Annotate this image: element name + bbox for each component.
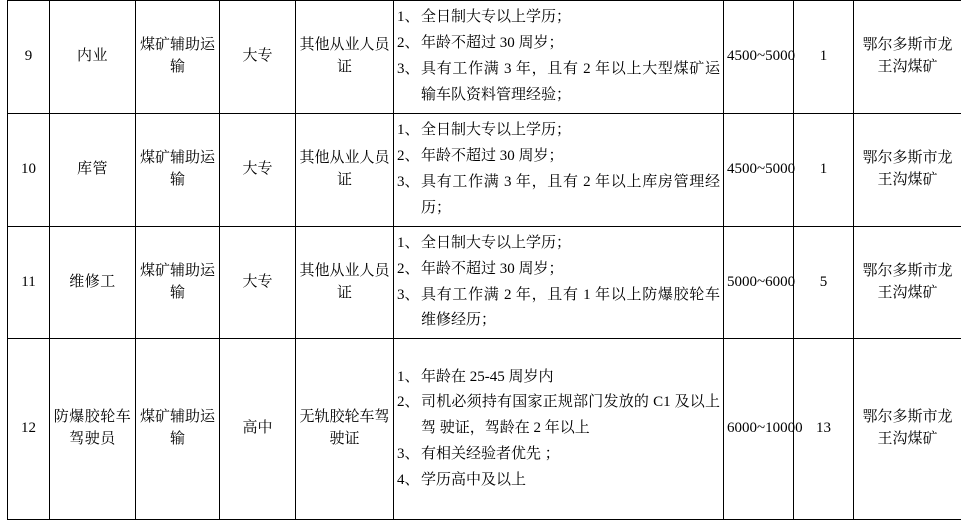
row-requirements [394, 227, 724, 339]
row-post: 库管 [50, 114, 136, 227]
row-certificate: 其他从业人员证 [296, 227, 394, 339]
requirement-list [397, 5, 720, 108]
row-major: 煤矿辅助运输 [136, 339, 220, 520]
requirement-marker: 2、 [397, 144, 421, 170]
row-requirements [394, 114, 724, 227]
row-workplace: 鄂尔多斯市龙王沟煤矿 [854, 339, 961, 520]
requirement-item [397, 231, 720, 257]
requirement-marker: 3、 [397, 283, 421, 335]
requirement-marker: 3、 [397, 442, 421, 468]
row-requirements [394, 339, 724, 520]
requirement-text: 司机必须持有国家正规部门发放的 C1 及以上驾 驶证，驾龄在 2 年以上 [421, 390, 720, 442]
table-row [8, 339, 961, 520]
requirement-text: 年龄在 25-45 周岁内 [421, 365, 720, 391]
requirement-item [397, 257, 720, 283]
table-row [8, 1, 961, 114]
requirement-marker: 1、 [397, 5, 421, 31]
requirement-marker: 1、 [397, 365, 421, 391]
row-education: 大专 [220, 1, 296, 114]
requirement-marker: 2、 [397, 257, 421, 283]
requirement-item [397, 170, 720, 222]
row-count: 1 [794, 114, 854, 227]
requirement-text: 具有工作满 3 年，且有 2 年以上大型煤矿运输车队资料管理经验； [421, 57, 720, 109]
row-index: 11 [8, 227, 50, 339]
requirement-text: 全日制大专以上学历； [421, 118, 720, 144]
requirement-item [397, 390, 720, 442]
job-listing-table [7, 0, 961, 520]
row-salary: 4500~5000 [724, 114, 794, 227]
requirement-marker: 4、 [397, 468, 421, 494]
row-workplace: 鄂尔多斯市龙王沟煤矿 [854, 1, 961, 114]
table-row [8, 227, 961, 339]
row-education: 高中 [220, 339, 296, 520]
row-post: 内业 [50, 1, 136, 114]
requirement-text: 具有工作满 3 年，且有 2 年以上库房管理经历； [421, 170, 720, 222]
requirement-text: 年龄不超过 30 周岁； [421, 31, 720, 57]
row-salary: 5000~6000 [724, 227, 794, 339]
row-count: 5 [794, 227, 854, 339]
row-salary: 6000~10000 [724, 339, 794, 520]
requirement-item [397, 442, 720, 468]
requirement-text: 年龄不超过 30 周岁； [421, 257, 720, 283]
row-certificate: 无轨胶轮车驾驶证 [296, 339, 394, 520]
requirement-list [397, 231, 720, 334]
row-major: 煤矿辅助运输 [136, 114, 220, 227]
requirement-text: 全日制大专以上学历； [421, 5, 720, 31]
row-requirements [394, 1, 724, 114]
requirement-item [397, 118, 720, 144]
row-workplace: 鄂尔多斯市龙王沟煤矿 [854, 114, 961, 227]
requirement-text: 具有工作满 2 年，且有 1 年以上防爆胶轮车维修经历； [421, 283, 720, 335]
requirement-text: 年龄不超过 30 周岁； [421, 144, 720, 170]
row-workplace: 鄂尔多斯市龙王沟煤矿 [854, 227, 961, 339]
row-index: 12 [8, 339, 50, 520]
requirement-item [397, 57, 720, 109]
requirement-item [397, 365, 720, 391]
row-index: 9 [8, 1, 50, 114]
requirement-item [397, 31, 720, 57]
row-post: 防爆胶轮车驾驶员 [50, 339, 136, 520]
row-major: 煤矿辅助运输 [136, 227, 220, 339]
row-salary: 4500~5000 [724, 1, 794, 114]
requirement-item [397, 144, 720, 170]
table-body [8, 1, 961, 520]
requirement-item [397, 283, 720, 335]
requirement-marker: 3、 [397, 57, 421, 109]
requirement-marker: 1、 [397, 231, 421, 257]
row-education: 大专 [220, 114, 296, 227]
table-row [8, 114, 961, 227]
row-major: 煤矿辅助运输 [136, 1, 220, 114]
requirement-marker: 3、 [397, 170, 421, 222]
row-count: 13 [794, 339, 854, 520]
row-count: 1 [794, 1, 854, 114]
requirement-marker: 1、 [397, 118, 421, 144]
row-post: 维修工 [50, 227, 136, 339]
requirement-list [397, 118, 720, 221]
row-certificate: 其他从业人员证 [296, 114, 394, 227]
requirement-list [397, 365, 720, 494]
requirement-text: 全日制大专以上学历； [421, 231, 720, 257]
row-education: 大专 [220, 227, 296, 339]
row-certificate: 其他从业人员证 [296, 1, 394, 114]
requirement-item [397, 5, 720, 31]
requirement-text: 有相关经验者优先 ； [421, 442, 720, 468]
row-index: 10 [8, 114, 50, 227]
requirement-text: 学历高中及以上 [421, 468, 720, 494]
requirement-marker: 2、 [397, 31, 421, 57]
requirement-marker: 2、 [397, 390, 421, 442]
